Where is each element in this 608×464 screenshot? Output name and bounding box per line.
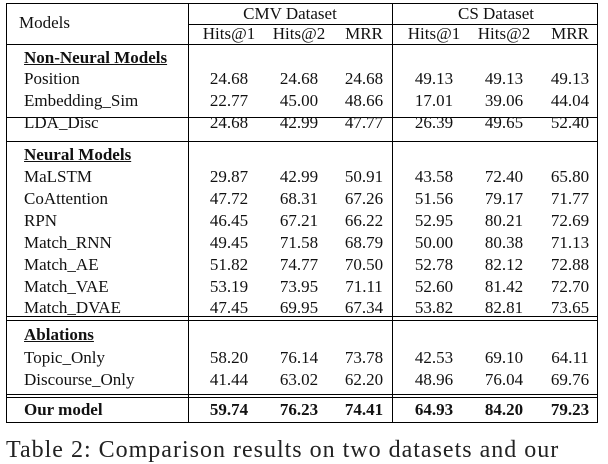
metric-value: 24.68 — [209, 113, 249, 132]
metric-value: 66.22 — [344, 211, 384, 230]
metric-value: 53.82 — [414, 298, 454, 317]
metric-header: MRR — [551, 24, 589, 43]
metric-value: 49.45 — [209, 233, 249, 252]
model-name: MaLSTM — [24, 167, 92, 186]
metric-value: 49.13 — [550, 69, 590, 88]
model-name: Match_RNN — [24, 233, 112, 252]
metric-value: 52.60 — [414, 277, 454, 296]
metric-value: 49.65 — [484, 113, 524, 132]
metric-value: 79.23 — [550, 400, 590, 419]
model-name: Match_DVAE — [24, 298, 121, 317]
metric-header: Hits@2 — [477, 24, 531, 43]
metric-value: 50.91 — [344, 167, 384, 186]
model-name: LDA_Disc — [24, 113, 99, 132]
metric-value: 45.00 — [279, 91, 319, 110]
model-name: CoAttention — [24, 189, 109, 208]
results-table — [6, 3, 598, 423]
metric-value: 47.45 — [209, 298, 249, 317]
metric-value: 59.74 — [209, 400, 249, 419]
model-name: Topic_Only — [24, 348, 105, 367]
metric-value: 68.31 — [279, 189, 319, 208]
models-header: Models — [19, 13, 70, 32]
metric-value: 67.26 — [344, 189, 384, 208]
metric-value: 74.77 — [279, 255, 319, 274]
metric-value: 46.45 — [209, 211, 249, 230]
metric-value: 72.70 — [550, 277, 590, 296]
metric-value: 63.02 — [279, 370, 319, 389]
metric-value: 62.20 — [344, 370, 384, 389]
metric-value: 70.50 — [344, 255, 384, 274]
metric-value: 24.68 — [279, 69, 319, 88]
metric-value: 42.53 — [414, 348, 454, 367]
metric-value: 72.69 — [550, 211, 590, 230]
metric-value: 17.01 — [414, 91, 454, 110]
metric-value: 51.82 — [209, 255, 249, 274]
metric-value: 24.68 — [209, 69, 249, 88]
metric-value: 69.10 — [484, 348, 524, 367]
metric-value: 42.99 — [279, 113, 319, 132]
metric-value: 73.78 — [344, 348, 384, 367]
metric-value: 79.17 — [484, 189, 524, 208]
cmv-dataset-header: CMV Dataset — [243, 4, 337, 23]
model-name: Position — [24, 69, 80, 88]
metric-value: 72.88 — [550, 255, 590, 274]
metric-value: 73.65 — [550, 298, 590, 317]
section-title: Non-Neural Models — [24, 48, 168, 67]
metric-value: 84.20 — [484, 400, 524, 419]
metric-value: 76.04 — [484, 370, 524, 389]
section-rule — [7, 320, 597, 321]
metric-value: 50.00 — [414, 233, 454, 252]
section-rule — [7, 397, 597, 398]
metric-value: 71.11 — [345, 277, 383, 296]
metric-value: 72.40 — [484, 167, 524, 186]
section-rule — [7, 394, 597, 395]
metric-value: 80.38 — [484, 233, 524, 252]
metric-value: 82.81 — [484, 298, 524, 317]
metric-value: 80.21 — [484, 211, 524, 230]
model-name: Discourse_Only — [24, 370, 135, 389]
metric-value: 67.34 — [344, 298, 384, 317]
metric-value: 39.06 — [484, 91, 524, 110]
metric-header: Hits@2 — [272, 24, 326, 43]
metric-value: 49.13 — [484, 69, 524, 88]
metric-value: 41.44 — [209, 370, 249, 389]
metric-value: 76.23 — [279, 400, 319, 419]
metric-value: 44.04 — [550, 91, 590, 110]
model-name: Match_VAE — [24, 277, 109, 296]
metric-value: 26.39 — [414, 113, 454, 132]
metric-header: MRR — [345, 24, 383, 43]
metric-value: 47.77 — [344, 113, 384, 132]
metric-value: 49.13 — [414, 69, 454, 88]
our-model-name: Our model — [24, 400, 103, 419]
section-rule — [7, 141, 597, 142]
metric-value: 68.79 — [344, 233, 384, 252]
metric-value: 76.14 — [279, 348, 319, 367]
metric-value: 65.80 — [550, 167, 590, 186]
metric-value: 22.77 — [209, 91, 249, 110]
section-title: Ablations — [24, 325, 94, 344]
metric-value: 48.66 — [344, 91, 384, 110]
metric-value: 48.96 — [414, 370, 454, 389]
metric-header: Hits@1 — [202, 24, 256, 43]
model-name: Match_AE — [24, 255, 99, 274]
metric-value: 51.56 — [414, 189, 454, 208]
metric-value: 24.68 — [344, 69, 384, 88]
metric-value: 64.93 — [414, 400, 454, 419]
metric-header: Hits@1 — [407, 24, 461, 43]
section-title: Neural Models — [24, 145, 132, 164]
metric-value: 52.78 — [414, 255, 454, 274]
metric-value: 42.99 — [279, 167, 319, 186]
metric-value: 69.76 — [550, 370, 590, 389]
metric-value: 52.95 — [414, 211, 454, 230]
metric-value: 47.72 — [209, 189, 249, 208]
metric-value: 53.19 — [209, 277, 249, 296]
header-bottom-rule — [7, 44, 597, 45]
metric-value: 64.11 — [551, 348, 589, 367]
metric-value: 73.95 — [279, 277, 319, 296]
metric-value: 43.58 — [414, 167, 454, 186]
metric-value: 74.41 — [344, 400, 384, 419]
metric-value: 71.77 — [550, 189, 590, 208]
metric-value: 29.87 — [209, 167, 249, 186]
metric-value: 69.95 — [279, 298, 319, 317]
metric-value: 67.21 — [279, 211, 319, 230]
cs-dataset-header: CS Dataset — [457, 4, 535, 23]
model-name: RPN — [24, 211, 58, 230]
model-name: Embedding_Sim — [24, 91, 139, 110]
metric-value: 82.12 — [484, 255, 524, 274]
metric-value: 81.42 — [484, 277, 524, 296]
table-caption: Table 2: Comparison results on two datasets and our — [6, 437, 560, 463]
column-divider — [188, 4, 189, 422]
metric-value: 58.20 — [209, 348, 249, 367]
metric-value: 52.40 — [550, 113, 590, 132]
metric-value: 71.58 — [279, 233, 319, 252]
metric-value: 71.13 — [550, 233, 590, 252]
